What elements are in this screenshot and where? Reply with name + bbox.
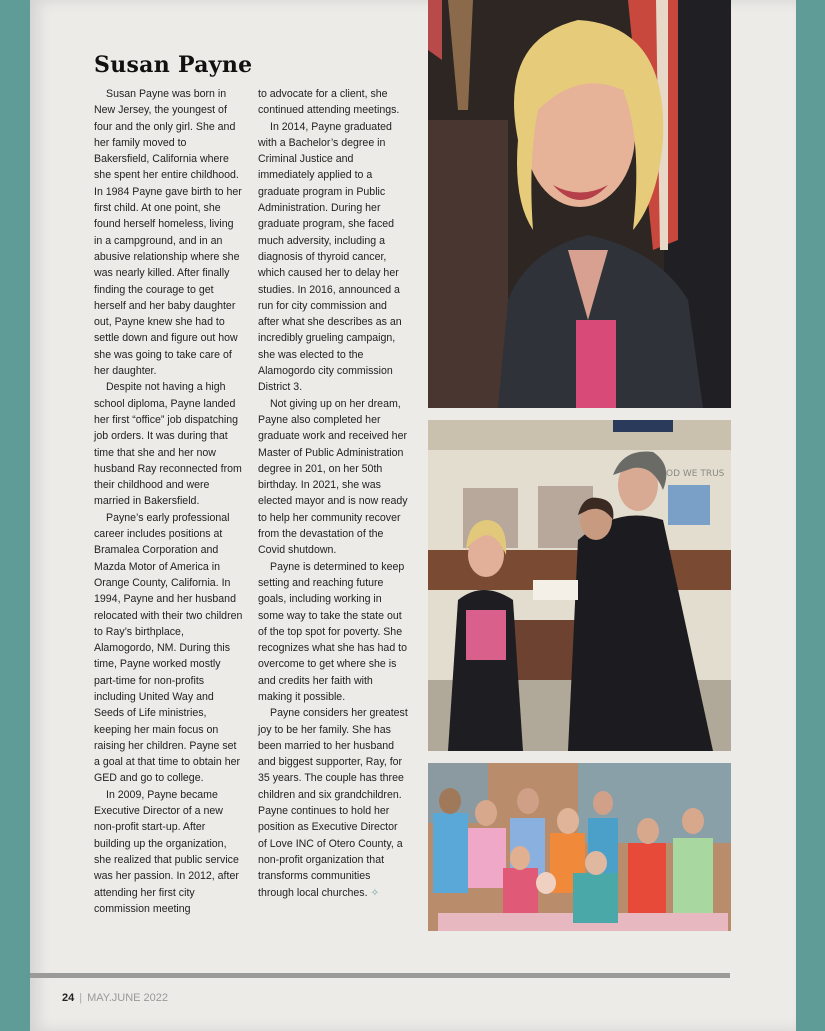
paragraph	[258, 705, 408, 901]
footer-separator: |	[79, 992, 83, 1004]
paragraph: Despite not having a high school diploma, Payne landed her first “office” job dispatching job orders. It was during that time that she and her now husband Ray reconnected from their childhood and were married in Bakersfield.	[94, 381, 242, 508]
article-title: Susan Payne	[94, 52, 253, 78]
end-mark-icon: ✧	[370, 886, 380, 899]
swearing-in-photo	[428, 420, 731, 751]
paragraph: Not giving up on her dream, Payne also completed her graduate work and received her Master of Public Administration degree in 201, on her 50th birthday. In 2021, she was elected mayor and is now ready to help her community recover from the devastation of the Covid shutdown.	[258, 397, 408, 557]
text-column-2	[258, 86, 408, 901]
page-footer	[62, 992, 168, 1004]
paragraph: Susan Payne was born in New Jersey, the youngest of four and the only girl. She and her family moved to Bakersfield, California where she spent her entire childhood. In 1984 Payne gave birth to her first child. At one point, she found herself homeless, living in a campground, and in an abusive relationship where she was nearly killed. After finally finding the courage to get herself and her baby daughter out, Payne knew she had to settle down and figure out how she was going to take care of her daughter.	[94, 88, 242, 378]
paragraph: In 2014, Payne graduated with a Bachelor’s degree in Criminal Justice and immediately applied to a graduate program in Public Administration. During her graduate program, she faced much adversity, including a diagnosis of thyroid cancer, which caused her to delay her studies. In 2016, announced a run for city commission and after what she describes as an incredibly grueling campaign, she was elected to the Alamogordo city commission District 3.	[258, 120, 402, 394]
family-photo	[428, 763, 731, 931]
paragraph-text: Payne considers her greatest joy to be her family. She has been married to her husband and biggest supporter, Ray, for 35 years. The couple has three children and six grandchildren. Payne continues to hold her position as Executive Director of Love INC of Otero County, a non-profit organization that transforms communities through local churches.	[258, 707, 408, 899]
wall-lettering: OD WE TRUS	[666, 469, 725, 479]
portrait-photo	[428, 0, 731, 408]
paragraph: In 2009, Payne became Executive Director of a new non-profit start-up. After building up the organization, she realized that public service was her passion. In 2012, after attending her first city commission meeting	[94, 788, 239, 915]
paragraph: Payne’s early professional career includes positions at Bramalea Corporation and Mazda Motor of America in Orange County, California. In 1994, Payne and her husband relocated with their two children to Ray’s birthplace, Alamogordo, NM. During this time, Payne worked mostly part-time for non-profits including United Way and Seeds of Life ministries, keeping her main focus on raising her children. Payne set a goal at that time to obtain her GED and go to college.	[94, 511, 243, 785]
text-column-1	[94, 86, 244, 917]
page-number: 24	[62, 992, 75, 1004]
issue-label: MAY.JUNE 2022	[87, 992, 169, 1004]
paragraph: Payne is determined to keep setting and reaching future goals, including working in some way to take the state out of the top spot for poverty. She recognizes what she has had to overcome to get where she is and credits her faith with making it possible.	[258, 560, 407, 703]
footer-rule	[30, 973, 730, 978]
paragraph-continued: to advocate for a client, she continued attending meetings.	[258, 88, 400, 117]
magazine-page	[30, 0, 796, 1031]
